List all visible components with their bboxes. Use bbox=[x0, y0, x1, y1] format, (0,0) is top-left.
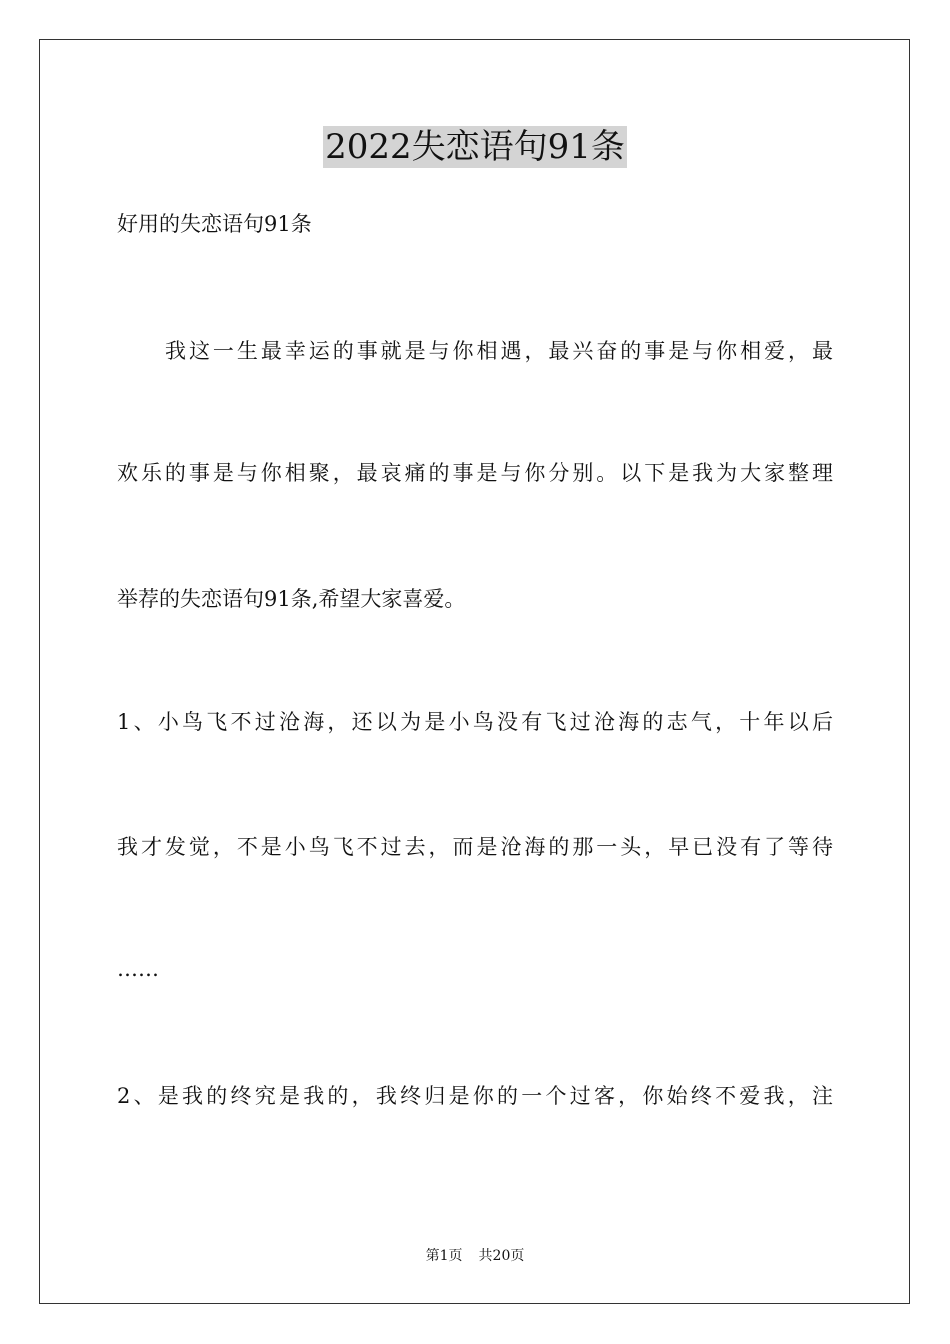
paragraph-line: 我这一生最幸运的事就是与你相遇，最兴奋的事是与你相爱，最 bbox=[165, 339, 833, 363]
paragraph-line: 欢乐的事是与你相聚，最哀痛的事是与你分别。以下是我为大家整理 bbox=[117, 461, 833, 485]
title-block bbox=[0, 126, 950, 168]
paragraph-line: 1、小鸟飞不过沧海，还以为是小鸟没有飞过沧海的志气，十年以后 bbox=[117, 710, 833, 734]
page-total: 共20页 bbox=[478, 1248, 525, 1264]
paragraph-line: 我才发觉，不是小鸟飞不过去，而是沧海的那一头，早已没有了等待 bbox=[117, 835, 833, 859]
document-subtitle: 好用的失恋语句91条 bbox=[117, 212, 312, 236]
document-title: 2022失恋语句91条 bbox=[325, 127, 625, 167]
paragraph-line: …… bbox=[117, 957, 159, 981]
paragraph-line: 2、是我的终究是我的，我终归是你的一个过客，你始终不爱我，注 bbox=[117, 1084, 833, 1108]
paragraph-line: 举荐的失恋语句91条,希望大家喜爱。 bbox=[117, 587, 466, 611]
page-footer bbox=[0, 1246, 950, 1266]
page-number: 第1页 bbox=[425, 1248, 463, 1264]
